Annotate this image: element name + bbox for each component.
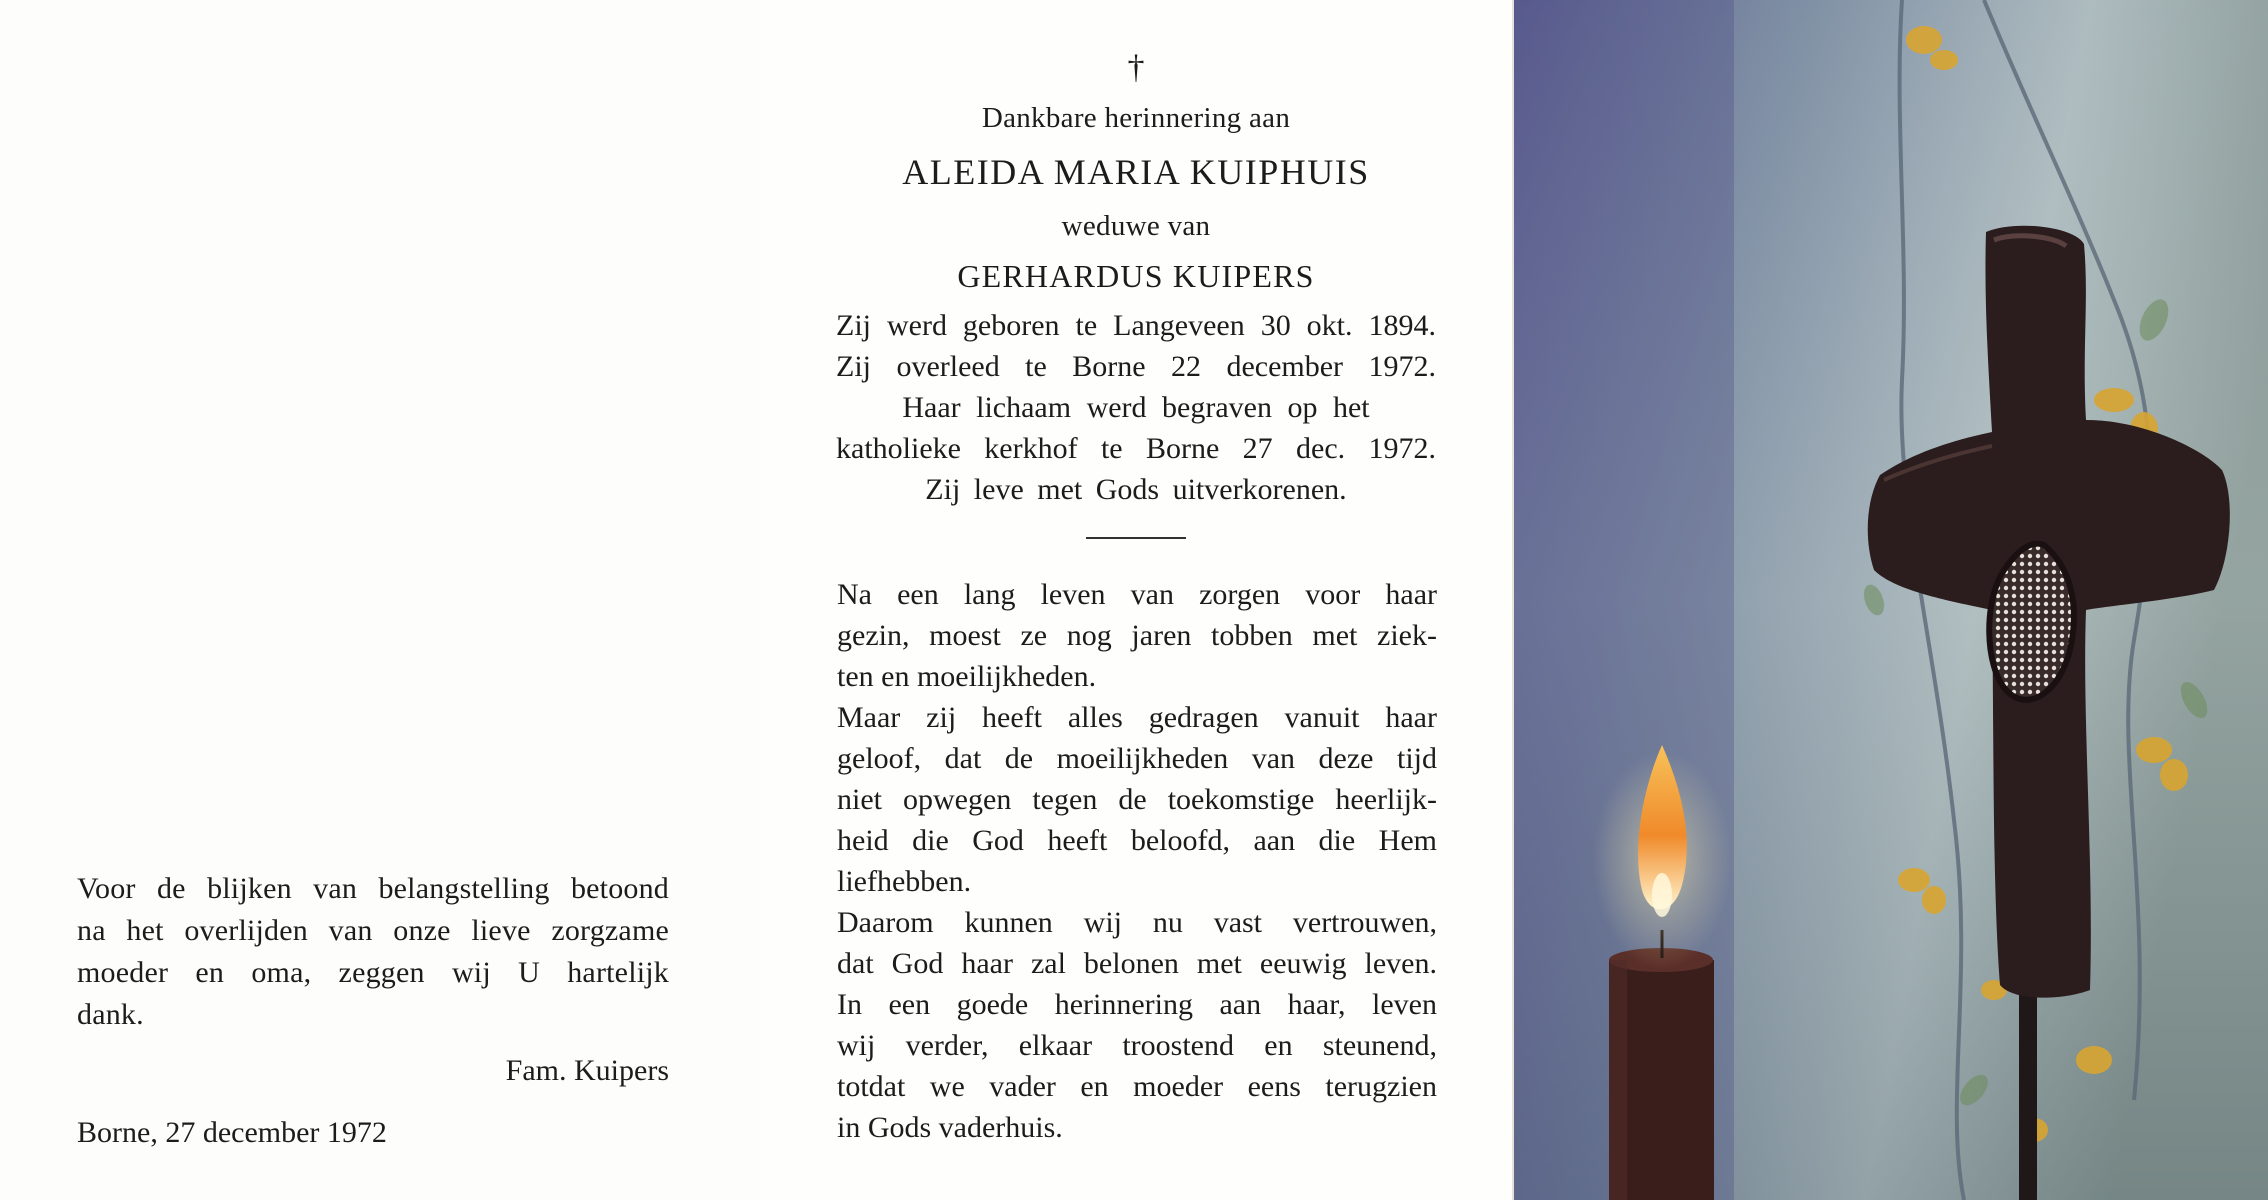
fact-line: Haar lichaam werd begraven op het [902,391,1370,424]
candle-icon [1609,930,1714,1200]
cross-candle-photo [1514,0,2268,1200]
life-facts [836,305,1436,510]
text-line: niet opwegen tegen de toekomstige heerlijk- [837,783,1437,816]
text-line: liefhebben. [837,865,972,898]
text-line: totdat we vader en moeder eens terugzien [837,1070,1437,1103]
cross-symbol-icon: † [1127,49,1145,86]
text-line: gezin, moest ze nog jaren tobben met ziek- [837,619,1437,652]
text-line: in Gods vaderhuis. [837,1111,1063,1144]
text-line: In een goede herinnering aan haar, leven [837,988,1437,1021]
place-date: Borne, 27 december 1972 [77,1116,387,1149]
spouse-name: GERHARDUS KUIPERS [957,258,1315,294]
text-line: Maar zij heeft alles gedragen vanuit haar [837,701,1437,734]
fact-line: Zij werd geboren te Langeveen 30 okt. 1894. [836,309,1436,342]
text-line: heid die God heeft beloofd, aan die Hem [837,824,1437,857]
memorial-intro: Dankbare herinnering aan [981,102,1291,134]
family-signature: Fam. Kuipers [505,1054,669,1087]
fact-line: Zij leve met Gods uitverkorenen. [925,473,1347,506]
thanks-message [77,868,669,1036]
thanks-line: moeder en oma, zeggen wij U hartelijk [77,956,669,989]
divider-rule [1086,537,1186,539]
thanks-line: Voor de blijken van belangstelling betoond [77,872,669,905]
text-line: dat God haar zal belonen met eeuwig leven. [837,947,1437,980]
photo-panel [1512,0,2268,1200]
text-line: wij verder, elkaar troostend en steunend, [837,1029,1437,1062]
relation-text: weduwe van [1061,210,1211,242]
text-line: geloof, dat de moeilijkheden van deze tijd [837,742,1437,775]
text-line: ten en moeilijkheden. [837,660,1097,693]
memorial-text-panel [760,0,1512,1200]
text-line: Na een lang leven van zorgen voor haar [837,578,1437,611]
thanks-line: dank. [77,998,144,1031]
left-card-panel [0,0,760,1200]
thanks-line: na het overlijden van onze lieve zorgzame [77,914,669,947]
fact-line: Zij overleed te Borne 22 december 1972. [836,350,1436,383]
deceased-name: ALEIDA MARIA KUIPHUIS [902,152,1370,192]
text-line: Daarom kunnen wij nu vast vertrouwen, [837,906,1437,939]
fact-line: katholieke kerkhof te Borne 27 dec. 1972. [836,432,1436,465]
memorial-text [837,574,1437,1148]
